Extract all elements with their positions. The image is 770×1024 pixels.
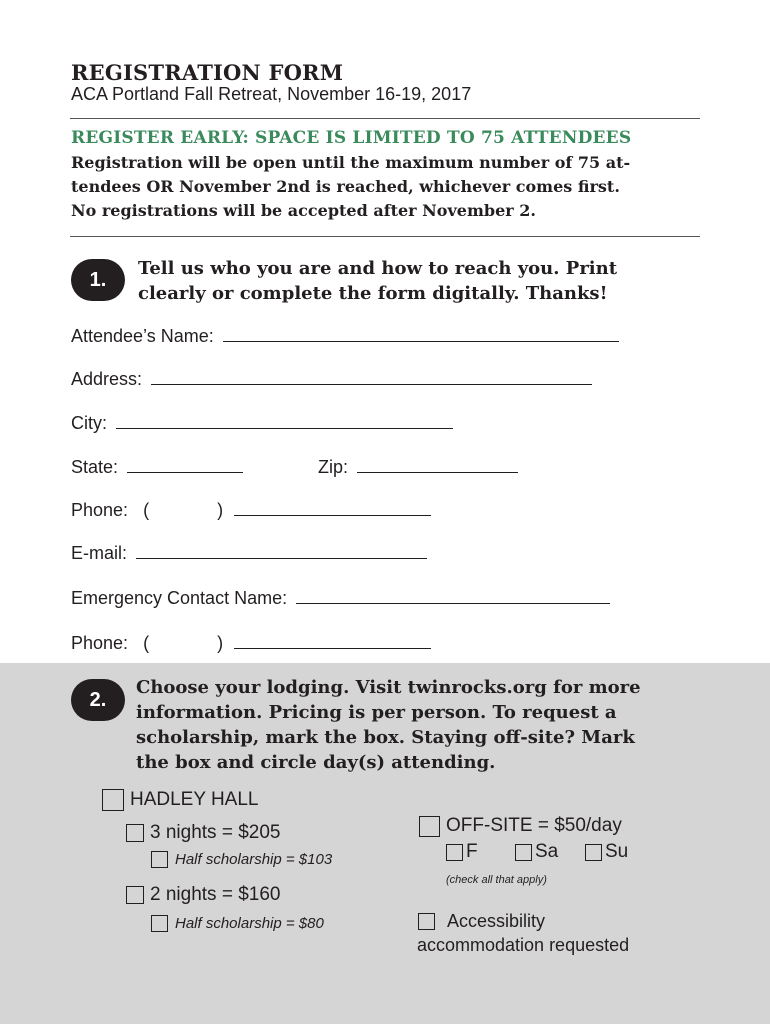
step-number: 1.	[89, 268, 107, 291]
step-2-instructions	[136, 675, 641, 775]
notice-line: tendees OR November 2nd is reached, whichever comes first.	[71, 177, 620, 196]
offsite-label: OFF-SITE = $50/day	[446, 815, 622, 836]
email-row	[71, 540, 427, 564]
email-field[interactable]	[136, 540, 427, 559]
day-saturday-label: Sa	[535, 841, 559, 862]
attendee-name-row	[71, 323, 619, 347]
address-label: Address:	[71, 369, 143, 389]
state-label: State:	[71, 457, 119, 477]
half-scholarship-103-option	[151, 851, 332, 868]
area-code-open: (	[143, 633, 150, 653]
check-all-note: (check all that apply)	[446, 874, 547, 886]
half-scholarship-80-label: Half scholarship = $80	[175, 915, 324, 932]
half-scholarship-103-checkbox[interactable]	[151, 851, 168, 868]
three-nights-checkbox[interactable]	[126, 824, 144, 842]
address-row	[71, 366, 592, 390]
step-2-badge	[71, 679, 125, 721]
phone-label: Phone:	[71, 500, 129, 520]
hadley-hall-checkbox[interactable]	[102, 789, 124, 811]
instruction-line: Tell us who you are and how to reach you. Print	[138, 258, 618, 279]
zip-row	[318, 454, 518, 478]
offsite-option	[419, 815, 622, 837]
area-code-close: )	[217, 633, 224, 653]
hadley-hall-label: HADLEY HALL	[130, 789, 259, 810]
phone-row	[71, 497, 431, 521]
accessibility-label: Accessibility	[447, 911, 546, 931]
emergency-phone-field[interactable]	[234, 630, 431, 649]
day-friday-checkbox[interactable]	[446, 844, 463, 861]
emergency-contact-row	[71, 585, 610, 609]
city-label: City:	[71, 413, 107, 433]
registration-notice	[71, 151, 711, 223]
day-sunday-label: Su	[605, 841, 629, 862]
state-field[interactable]	[127, 454, 243, 473]
instruction-line: clearly or complete the form digitally. Thanks!	[138, 283, 608, 304]
accessibility-option	[418, 911, 545, 932]
day-sunday-option	[585, 841, 628, 863]
notice-line: Registration will be open until the maximum number of 75 at-	[71, 153, 631, 172]
email-label: E-mail:	[71, 543, 128, 563]
step-1-badge	[71, 259, 125, 301]
emergency-phone-label: Phone:	[71, 633, 129, 653]
two-nights-option	[126, 884, 280, 906]
three-nights-label: 3 nights = $205	[150, 822, 281, 843]
two-nights-label: 2 nights = $160	[150, 884, 281, 905]
emergency-contact-label: Emergency Contact Name:	[71, 588, 288, 608]
notice-line: No registrations will be accepted after November 2.	[71, 201, 536, 220]
area-code-close: )	[217, 500, 224, 520]
step-number: 2.	[89, 688, 107, 711]
half-scholarship-80-option	[151, 915, 324, 932]
form-title: REGISTRATION FORM	[71, 60, 344, 85]
divider	[70, 118, 700, 119]
day-saturday-checkbox[interactable]	[515, 844, 532, 861]
accessibility-checkbox[interactable]	[418, 913, 435, 930]
day-friday-option	[446, 841, 478, 863]
emergency-phone-row	[71, 630, 431, 654]
instruction-line: the box and circle day(s) attending.	[136, 752, 496, 773]
three-nights-option	[126, 822, 280, 844]
instruction-line: Choose your lodging. Visit twinrocks.org for more	[136, 677, 641, 698]
state-row	[71, 454, 243, 478]
instruction-line: information. Pricing is per person. To request a	[136, 702, 617, 723]
city-field[interactable]	[116, 410, 453, 429]
two-nights-checkbox[interactable]	[126, 886, 144, 904]
attendee-name-field[interactable]	[223, 323, 619, 342]
half-scholarship-80-checkbox[interactable]	[151, 915, 168, 932]
zip-field[interactable]	[357, 454, 518, 473]
register-early-heading: REGISTER EARLY: SPACE IS LIMITED TO 75 ATTENDEES	[71, 128, 632, 148]
form-subtitle: ACA Portland Fall Retreat, November 16-19, 2017	[71, 84, 472, 104]
divider	[70, 236, 700, 237]
offsite-checkbox[interactable]	[419, 816, 440, 837]
zip-label: Zip:	[318, 457, 349, 477]
emergency-contact-field[interactable]	[296, 585, 610, 604]
instruction-line: scholarship, mark the box. Staying off-site? Mark	[136, 727, 635, 748]
city-row	[71, 410, 453, 434]
hadley-hall-option	[102, 789, 259, 811]
address-field[interactable]	[151, 366, 592, 385]
phone-field[interactable]	[234, 497, 431, 516]
day-saturday-option	[515, 841, 558, 863]
accessibility-label-continued: accommodation requested	[417, 935, 630, 955]
day-sunday-checkbox[interactable]	[585, 844, 602, 861]
half-scholarship-103-label: Half scholarship = $103	[175, 851, 333, 868]
step-1-instructions	[138, 256, 617, 306]
area-code-open: (	[143, 500, 150, 520]
day-friday-label: F	[466, 841, 478, 862]
attendee-name-label: Attendee’s Name:	[71, 326, 214, 346]
